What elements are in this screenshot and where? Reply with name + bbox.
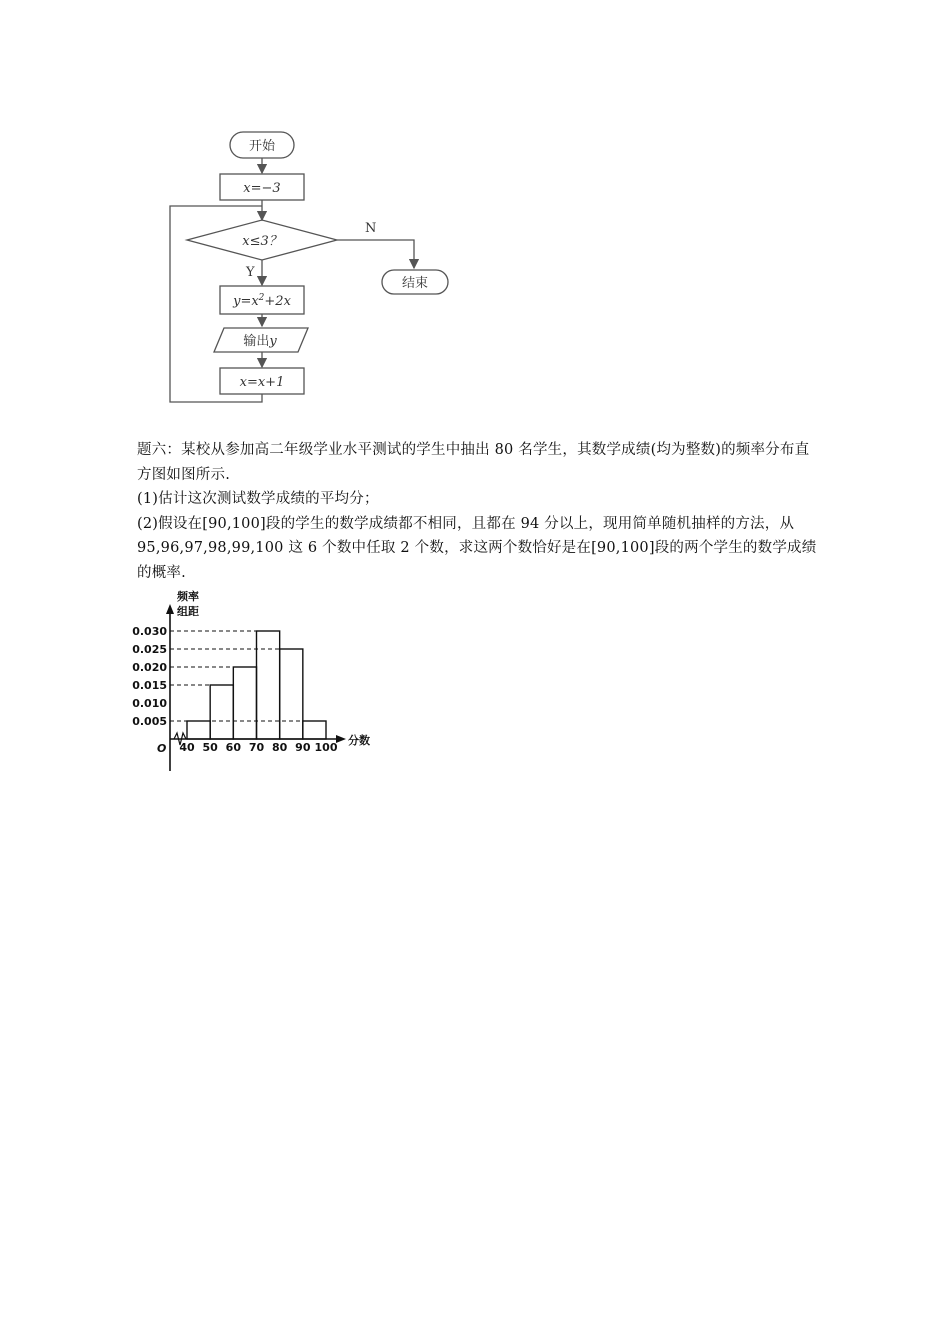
x-tick-label: 80 bbox=[272, 741, 288, 754]
frequency-histogram bbox=[128, 588, 388, 773]
y-tick-label: 0.010 bbox=[132, 697, 167, 710]
no-branch-line bbox=[337, 240, 414, 268]
init-label: x=−3 bbox=[243, 181, 281, 196]
origin-label: O bbox=[157, 742, 167, 755]
x-tick-label: 60 bbox=[225, 741, 241, 754]
increment-label: x=x+1 bbox=[239, 375, 285, 390]
problem-question-2: (2)假设在[90,100]段的学生的数学成绩都不相同，且都在 94 分以上，现用简单随机抽样的方法，从 95,96,97,98,99,100 这 6 个数中任取 2 个数，求这两个数恰好是在[90,100]段的两个学生的数学成绩的概率. bbox=[137, 515, 817, 581]
x-tick-label: 90 bbox=[295, 741, 311, 754]
y-tick-label: 0.025 bbox=[132, 643, 167, 656]
y-axis-label-bottom: 组距 bbox=[177, 605, 199, 618]
y-tick-label: 0.020 bbox=[132, 661, 167, 674]
problem-text bbox=[137, 438, 817, 585]
y-tick-label: 0.005 bbox=[132, 715, 167, 728]
x-tick-label: 100 bbox=[314, 741, 338, 754]
y-tick-label: 0.015 bbox=[132, 679, 167, 692]
x-tick-label: 70 bbox=[248, 741, 265, 754]
x-tick-label: 50 bbox=[202, 741, 218, 754]
compute-label: $y=x^2+2x$ bbox=[233, 293, 291, 309]
histogram-bar bbox=[187, 721, 210, 739]
histogram-bar bbox=[303, 721, 326, 739]
end-label: 结束 bbox=[401, 276, 429, 291]
y-tick-label: 0.030 bbox=[132, 625, 167, 638]
histogram-bar bbox=[280, 649, 303, 739]
condition-label: x≤3？ bbox=[242, 234, 282, 249]
y-axis-arrow bbox=[166, 604, 174, 614]
x-axis-arrow bbox=[336, 735, 346, 743]
x-axis-label: 分数 bbox=[348, 734, 370, 747]
flowchart bbox=[160, 120, 470, 420]
x-tick-label: 40 bbox=[179, 741, 195, 754]
yes-label: Y bbox=[246, 265, 255, 280]
output-label: 输出y bbox=[243, 334, 277, 349]
histogram-bar bbox=[233, 667, 256, 739]
no-label: N bbox=[365, 221, 377, 236]
problem-question-1: (1)估计这次测试数学成绩的平均分； bbox=[137, 491, 379, 507]
y-axis-label-top: 频率 bbox=[177, 590, 199, 603]
histogram-bar bbox=[257, 631, 280, 739]
problem-intro: 题六：某校从参加高二年级学业水平测试的学生中抽出 80 名学生，其数学成绩(均为整数)的频率分布直方图如图所示. bbox=[137, 442, 810, 483]
start-label: 开始 bbox=[248, 139, 276, 154]
histogram-bar bbox=[210, 685, 233, 739]
